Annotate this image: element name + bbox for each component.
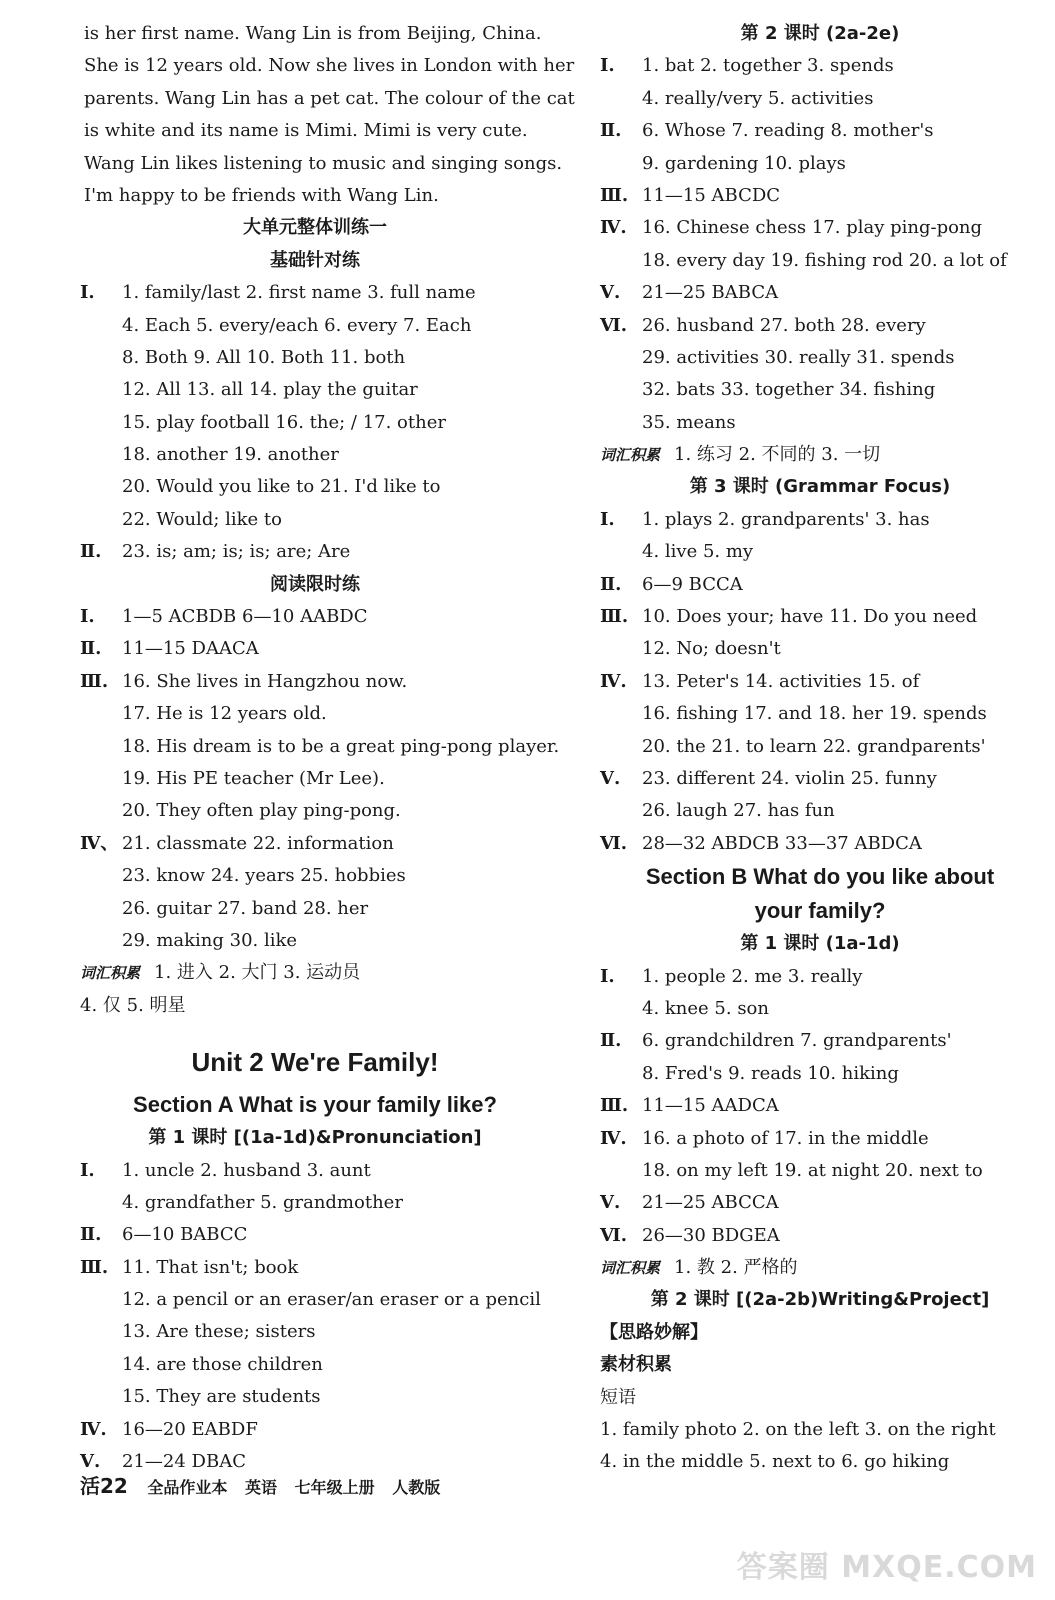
lesson2-row bbox=[600, 277, 1040, 309]
lesson2-row bbox=[600, 83, 1040, 115]
lesson3-row bbox=[600, 731, 1040, 763]
basic-row bbox=[80, 471, 550, 503]
vocab-text: 1. 练习 2. 不同的 3. 一切 bbox=[674, 444, 881, 466]
passage-line: is her first name. Wang Lin is from Beijing, China. bbox=[84, 23, 542, 44]
passage-line: She is 12 years old. Now she lives in London with her bbox=[84, 55, 575, 77]
sb-lesson1-row bbox=[600, 961, 1040, 993]
lesson2-row bbox=[600, 407, 1040, 439]
roman-numeral: Ⅳ. bbox=[80, 1418, 107, 1440]
answer-text: 12. a pencil or an eraser/an eraser or a pencil bbox=[122, 1289, 541, 1311]
lesson3-row bbox=[600, 666, 1040, 698]
roman-numeral: Ⅰ. bbox=[80, 1159, 95, 1181]
answer-text: 26. laugh 27. has fun bbox=[642, 800, 835, 822]
answer-text: 15. They are students bbox=[122, 1386, 321, 1408]
vocab-label: 词汇积累 bbox=[600, 1259, 661, 1278]
roman-numeral: Ⅳ. bbox=[600, 217, 627, 239]
lesson1-row bbox=[80, 1316, 550, 1348]
reading-row bbox=[80, 925, 550, 957]
vocab-text: 1. 教 2. 严格的 bbox=[674, 1257, 798, 1279]
vocab-label: 词汇积累 bbox=[600, 446, 661, 465]
sb-lesson1-row bbox=[600, 993, 1040, 1025]
roman-numeral: Ⅲ. bbox=[80, 1256, 109, 1278]
lesson3-row bbox=[600, 795, 1040, 827]
answer-text: 8. Fred's 9. reads 10. hiking bbox=[642, 1062, 899, 1084]
lesson3-row bbox=[600, 504, 1040, 536]
roman-numeral: Ⅵ. bbox=[600, 1224, 627, 1246]
answer-text: 18. His dream is to be a great ping-pong player. bbox=[122, 735, 560, 757]
lesson-2-title: 第 2 课时 (2a-2e) bbox=[740, 23, 900, 44]
answer-text: 29. activities 30. really 31. spends bbox=[642, 346, 955, 368]
answer-text: 18. another 19. another bbox=[122, 444, 339, 466]
lesson2-row bbox=[600, 342, 1040, 374]
answer-text: 15. play football 16. the; / 17. other bbox=[122, 411, 446, 433]
answer-text: 16. She lives in Hangzhou now. bbox=[122, 670, 408, 692]
lesson2-row bbox=[600, 115, 1040, 147]
vocab-text: 1. 进入 2. 大门 3. 运动员 bbox=[154, 962, 361, 984]
reading-row bbox=[80, 828, 550, 860]
roman-numeral: Ⅴ. bbox=[80, 1451, 101, 1473]
section-b-title-cont: your family? bbox=[754, 898, 886, 924]
answer-text: 16. a photo of 17. in the middle bbox=[642, 1127, 929, 1149]
lesson2-row bbox=[600, 212, 1040, 244]
reading-row bbox=[80, 763, 550, 795]
roman-numeral: Ⅴ. bbox=[600, 1192, 621, 1214]
section-b-title: Section B What do you like about bbox=[645, 864, 995, 890]
lesson1-row bbox=[80, 1219, 550, 1251]
sb-lesson-2-title: 第 2 课时 [(2a-2b)Writing&Project] bbox=[650, 1289, 990, 1311]
answer-text: 28—32 ABDCB 33—37 ABDCA bbox=[642, 832, 922, 854]
lesson3-row bbox=[600, 828, 1040, 860]
basic-practice-title: 基础针对练 bbox=[270, 249, 360, 271]
answer-text: 11. That isn't; book bbox=[122, 1256, 299, 1278]
answer-text: 26. husband 27. both 28. every bbox=[642, 314, 926, 336]
sb-lesson1-row bbox=[600, 1187, 1040, 1219]
answer-text: 18. on my left 19. at night 20. next to bbox=[642, 1159, 983, 1181]
lesson3-row bbox=[600, 633, 1040, 665]
answer-text: 32. bats 33. together 34. fishing bbox=[642, 379, 936, 401]
roman-numeral: Ⅱ. bbox=[600, 573, 622, 595]
answer-text: 6. grandchildren 7. grandparents' bbox=[642, 1030, 952, 1052]
roman-numeral: Ⅱ. bbox=[80, 541, 102, 563]
answer-text: 9. gardening 10. plays bbox=[642, 152, 846, 174]
passage-line: I'm happy to be friends with Wang Lin. bbox=[84, 184, 439, 206]
edition: 人教版 bbox=[392, 1478, 441, 1497]
lesson2-row bbox=[600, 245, 1040, 277]
answer-text: 4. knee 5. son bbox=[642, 997, 769, 1019]
reading-row bbox=[80, 860, 550, 892]
reading-row bbox=[80, 633, 550, 665]
lesson2-row bbox=[600, 180, 1040, 212]
answer-text: 13. Are these; sisters bbox=[122, 1321, 316, 1343]
answer-text: 23. different 24. violin 25. funny bbox=[642, 767, 937, 789]
answer-text: 4. grandfather 5. grandmother bbox=[122, 1191, 403, 1213]
material-label: 素材积累 bbox=[600, 1354, 672, 1376]
reading-row bbox=[80, 601, 550, 633]
unit-training-title: 大单元整体训练一 bbox=[243, 217, 387, 239]
phrase-line: 4. in the middle 5. next to 6. go hiking bbox=[600, 1451, 950, 1473]
sb-lesson1-row bbox=[600, 1123, 1040, 1155]
sb-lesson1-row bbox=[600, 1025, 1040, 1057]
reading-practice-title: 阅读限时练 bbox=[270, 573, 360, 595]
roman-numeral: Ⅳ、 bbox=[80, 832, 119, 854]
lesson2-row bbox=[600, 50, 1040, 82]
roman-numeral: Ⅱ. bbox=[600, 1030, 622, 1052]
passage-line: is white and its name is Mimi. Mimi is very cute. bbox=[84, 120, 528, 142]
roman-numeral: Ⅰ. bbox=[80, 606, 95, 628]
roman-numeral: Ⅱ. bbox=[600, 120, 622, 142]
answer-text: 16. fishing 17. and 18. her 19. spends bbox=[642, 703, 987, 725]
answer-text: 1. bat 2. together 3. spends bbox=[642, 55, 894, 77]
basic-row bbox=[80, 277, 550, 309]
basic-row bbox=[80, 407, 550, 439]
sb-lesson1-row bbox=[600, 1058, 1040, 1090]
roman-numeral: Ⅰ. bbox=[600, 508, 615, 530]
roman-numeral: Ⅰ. bbox=[600, 965, 615, 987]
idea-label: 【思路妙解】 bbox=[600, 1321, 708, 1343]
roman-numeral: Ⅱ. bbox=[80, 1224, 102, 1246]
basic-row bbox=[80, 374, 550, 406]
lesson3-row bbox=[600, 569, 1040, 601]
answer-text: 22. Would; like to bbox=[122, 508, 282, 530]
answer-text: 18. every day 19. fishing rod 20. a lot of bbox=[642, 249, 1007, 271]
sb-lesson1-row bbox=[600, 1090, 1040, 1122]
vocab-row bbox=[600, 439, 1040, 471]
roman-numeral: Ⅵ. bbox=[600, 314, 627, 336]
vocab-line: 4. 仅 5. 明星 bbox=[80, 994, 186, 1016]
roman-numeral: Ⅰ. bbox=[600, 55, 615, 77]
roman-numeral: Ⅲ. bbox=[600, 1095, 629, 1117]
answer-text: 21—24 DBAC bbox=[122, 1451, 246, 1473]
answer-text: 1—5 ACBDB 6—10 AABDC bbox=[122, 606, 368, 628]
roman-numeral: Ⅲ. bbox=[600, 184, 629, 206]
answer-text: 20. They often play ping-pong. bbox=[122, 800, 401, 822]
roman-numeral: Ⅲ. bbox=[600, 606, 629, 628]
answer-text: 1. family/last 2. first name 3. full name bbox=[122, 282, 476, 304]
answer-text: 12. No; doesn't bbox=[642, 638, 781, 660]
roman-numeral: Ⅱ. bbox=[80, 638, 102, 660]
answer-text: 10. Does your; have 11. Do you need bbox=[642, 606, 978, 628]
grade: 七年级上册 bbox=[294, 1478, 375, 1497]
answer-text: 23. is; am; is; is; are; Are bbox=[122, 541, 351, 563]
answer-text: 4. live 5. my bbox=[642, 541, 754, 563]
answer-text: 8. Both 9. All 10. Both 11. both bbox=[122, 346, 406, 368]
answer-text: 20. Would you like to 21. I'd like to bbox=[122, 476, 441, 498]
answer-text: 26—30 BDGEA bbox=[642, 1224, 780, 1246]
sb-lesson1-row bbox=[600, 1220, 1040, 1252]
answer-text: 11—15 ABCDC bbox=[642, 184, 781, 206]
phrase-label: 短语 bbox=[600, 1386, 636, 1408]
answer-text: 6—9 BCCA bbox=[642, 573, 743, 595]
answer-text: 19. His PE teacher (Mr Lee). bbox=[122, 767, 385, 789]
answer-text: 1. plays 2. grandparents' 3. has bbox=[642, 508, 930, 530]
phrase-line: 1. family photo 2. on the left 3. on the right bbox=[600, 1419, 996, 1441]
watermark: 答案圈 MXQE.COM bbox=[736, 1550, 1037, 1585]
vocab-row bbox=[600, 1252, 1040, 1284]
answer-text: 20. the 21. to learn 22. grandparents' bbox=[642, 735, 986, 757]
answer-text: 4. really/very 5. activities bbox=[642, 87, 874, 109]
roman-numeral: Ⅴ. bbox=[600, 767, 621, 789]
roman-numeral: Ⅳ. bbox=[600, 670, 627, 692]
unit-title: Unit 2 We're Family! bbox=[191, 1047, 439, 1078]
basic-row bbox=[80, 536, 550, 568]
answer-text: 14. are those children bbox=[122, 1353, 323, 1375]
roman-numeral: Ⅰ. bbox=[80, 282, 95, 304]
roman-numeral: Ⅳ. bbox=[600, 1127, 627, 1149]
answer-text: 12. All 13. all 14. play the guitar bbox=[122, 379, 418, 401]
vocab-row bbox=[80, 957, 550, 989]
passage-line: parents. Wang Lin has a pet cat. The colour of the cat bbox=[84, 87, 575, 109]
lesson1-row bbox=[80, 1381, 550, 1413]
answer-text: 21—25 ABCCA bbox=[642, 1192, 779, 1214]
answer-text: 1. uncle 2. husband 3. aunt bbox=[122, 1159, 371, 1181]
roman-numeral: Ⅴ. bbox=[600, 282, 621, 304]
basic-row bbox=[80, 310, 550, 342]
reading-row bbox=[80, 795, 550, 827]
lesson3-row bbox=[600, 601, 1040, 633]
section-a-title: Section A What is your family like? bbox=[133, 1092, 497, 1118]
page-number: 活22 bbox=[80, 1474, 128, 1498]
answer-text: 21—25 BABCA bbox=[642, 282, 779, 304]
left-column bbox=[80, 18, 575, 1478]
lesson1-row bbox=[80, 1414, 550, 1446]
reading-row bbox=[80, 666, 550, 698]
answer-text: 6. Whose 7. reading 8. mother's bbox=[642, 120, 934, 142]
lesson1-row bbox=[80, 1284, 550, 1316]
lesson3-row bbox=[600, 536, 1040, 568]
basic-row bbox=[80, 504, 550, 536]
answer-text: 21. classmate 22. information bbox=[122, 832, 394, 854]
answer-text: 35. means bbox=[642, 411, 736, 433]
reading-row bbox=[80, 893, 550, 925]
lesson1-row bbox=[80, 1155, 550, 1187]
answer-text: 23. know 24. years 25. hobbies bbox=[122, 865, 406, 887]
lesson3-row bbox=[600, 763, 1040, 795]
lesson-1-title: 第 1 课时 [(1a-1d)&Pronunciation] bbox=[148, 1127, 482, 1149]
answer-text: 11—15 AADCA bbox=[642, 1095, 779, 1117]
answer-text: 16—20 EABDF bbox=[122, 1418, 258, 1440]
answer-text: 6—10 BABCC bbox=[122, 1224, 248, 1246]
answer-text: 16. Chinese chess 17. play ping-pong bbox=[642, 217, 983, 239]
reading-row bbox=[80, 731, 560, 763]
answer-text: 11—15 DAACA bbox=[122, 638, 259, 660]
right-column bbox=[600, 18, 1040, 1479]
passage-line: Wang Lin likes listening to music and singing songs. bbox=[84, 152, 563, 174]
subject: 英语 bbox=[245, 1478, 278, 1497]
roman-numeral: Ⅵ. bbox=[600, 832, 627, 854]
vocab-label: 词汇积累 bbox=[80, 964, 141, 983]
basic-row bbox=[80, 342, 550, 374]
roman-numeral: Ⅲ. bbox=[80, 670, 109, 692]
answer-text: 26. guitar 27. band 28. her bbox=[122, 897, 369, 919]
lesson3-row bbox=[600, 698, 1040, 730]
lesson2-row bbox=[600, 310, 1040, 342]
lesson2-row bbox=[600, 148, 1040, 180]
lesson1-row bbox=[80, 1187, 550, 1219]
reading-row bbox=[80, 698, 550, 730]
lesson2-row bbox=[600, 374, 1040, 406]
page-footer bbox=[80, 1470, 452, 1499]
answer-text: 4. Each 5. every/each 6. every 7. Each bbox=[122, 314, 472, 336]
basic-row bbox=[80, 439, 550, 471]
sb-lesson1-row bbox=[600, 1155, 1040, 1187]
answer-text: 29. making 30. like bbox=[122, 929, 298, 951]
lesson1-row bbox=[80, 1349, 550, 1381]
lesson-3-title: 第 3 课时 (Grammar Focus) bbox=[689, 476, 951, 498]
lesson1-row bbox=[80, 1252, 550, 1284]
answer-text: 13. Peter's 14. activities 15. of bbox=[642, 670, 920, 692]
book-name: 全品作业本 bbox=[147, 1478, 228, 1497]
answer-text: 1. people 2. me 3. really bbox=[642, 965, 863, 987]
answer-text: 17. He is 12 years old. bbox=[122, 703, 327, 725]
sb-lesson-1-title: 第 1 课时 (1a-1d) bbox=[740, 933, 900, 955]
